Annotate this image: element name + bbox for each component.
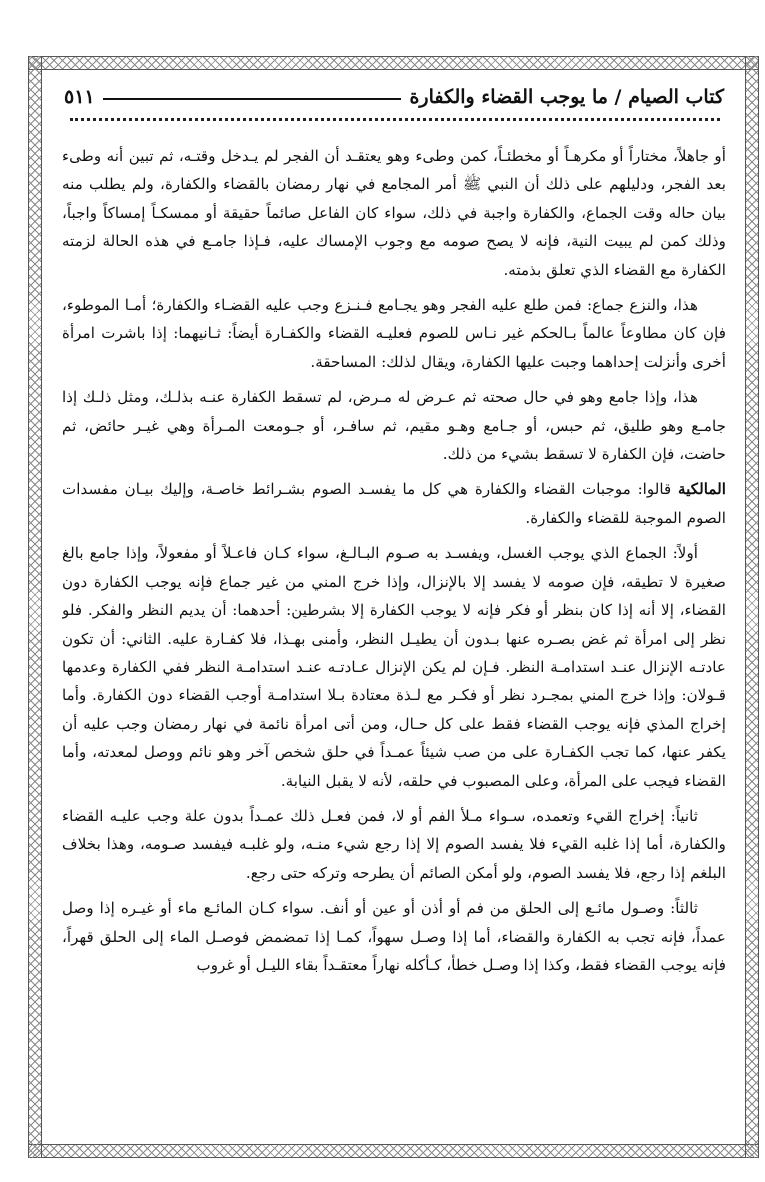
dotted-separator xyxy=(70,118,720,121)
paragraph-maliki xyxy=(62,475,726,532)
paragraph-first xyxy=(62,539,726,795)
paragraph-text: ثانياً: إخراج القيء وتعمده، سـواء مـلأ الفم أو لا، فمن فعـل ذلك عمـداً بدون علة وجب عليـه القضاء والكفارة، أما إذا غلبه القيء فلا يفسد الصوم إلا إذا رجع شيء منـه، ولو غلبـه فيفسد صـومه، وهذا بخلاف البلغم إذا رجع، فلا يفسد الصوم، ولو أمكن الصائم أن يطرحه وتركه حتى رجع. xyxy=(62,806,726,882)
header-rule xyxy=(103,98,402,100)
page-body xyxy=(62,142,726,1132)
paragraph-text: ثالثاً: وصـول مائـع إلى الحلق من فم أو أذن أو عين أو أنف. سواء كـان المائـع ماء أو غيـره إذا وصل عمداً، فإنه تجب به الكفارة والقضاء، أما إذا وصـل سهواً، كمـا إذا تمضمض فوصـل الماء إلى الحلق قهراً، فإنه يوجب القضاء فقط، وكذا إذا وصـل خطأ، كـأكله نهاراً معتقـداً بقاء الليـل أو غروب xyxy=(62,899,726,974)
running-title: كتاب الصيام / ما يوجب القضاء والكفارة xyxy=(409,86,724,108)
page-header xyxy=(64,82,724,112)
ornamental-border-right xyxy=(745,56,759,1158)
paragraph-lead: المالكية xyxy=(678,480,726,499)
page-number: ٥١١ xyxy=(64,86,95,108)
paragraph xyxy=(62,383,726,468)
paragraph-text: قالوا: موجبات القضاء والكفارة هي كل ما يفسـد الصوم بشـرائط خاصـة، وإليك بيـان مفسدات الصوم الموجبة للقضاء والكفارة. xyxy=(62,480,726,527)
paragraph xyxy=(62,291,726,376)
paragraph xyxy=(62,142,726,284)
paragraph-second xyxy=(62,802,726,887)
paragraph-text: هذا، وإذا جامع وهو في حال صحته ثم عـرض له مـرض، لم تسقط الكفارة عنـه بذلـك، ومثل ذلـك إذا جامـع وهو طليق، ثم حبس، أو جـامع وهـو مقيم، ثم سافـر، أو جـومعت المـرأة وهي غيـر حائض، ثم حاضت، فإن الكفارة لا تسقط بشيء من ذلك. xyxy=(62,388,726,464)
paragraph-text: أو جاهلاً، مختاراً أو مكرهـاً أو مخطئـاً، كمن وطىء وهو يعتقـد أن الفجر لم يـدخل وقتـه، ثم تبين أنه وطىء بعد الفجر، ودليلهم على ذلك أن النبي ﷺ أمر المجامع في نهار رمضان بالقضاء والكفارة، ولم يطلب منه بيان حاله وقت الجماع، والكفارة واجبة في ذلك، سواء كان الفاعل صائماً حقيقة أو ممسكـاً إمساكاً واجباً، وذلك كمن لم يبيت النية، فإنه لا يصح صومه مع وجوب الإمساك عليه، فـإذا جامـع في هذه الحالة لزمته الكفارة مع القضاء الذي تعلق بذمته. xyxy=(62,147,726,279)
paragraph-third xyxy=(62,894,726,979)
paragraph-text: أولاً: الجماع الذي يوجب الغسل، ويفسـد به صـوم البـالـغ، سواء كـان فاعـلاً أو مفعولاً، وإذا جامع بالغ صغيرة لا تطيقه، فإن صومه لا يفسد إلا بالإنزال، وإذا خرج المني من غير جماع فإنه يوجب الكفارة دون القضاء، إلا أنه إذا كان بنظر أو فكر فإنه لا يوجب الكفارة إلا بشرطين: أحدهما: أن يديم النظر والفكر. فلو نظر إلى امرأة ثم غض بصـره عنها بـدون أن يطيـل النظر، وأمنى بهـذا، فلا كفـارة عليه. الثاني: أن تكون عادتـه الإنزال عنـد استدامـة النظر. فـإن لم يكن الإنزال عـادتـه عنـد استدامـة النظر ففي الكفارة وعدمها قـولان: وإذا خرج المني بمجـرد نظر أو فكـر مع لـذة معتادة بـلا استدامـة أوجب القضاء دون الكفارة. وأما إخراج المذي فإنه يوجب القضاء فقط على كل حـال، ومن أتى امرأة نائمة في نهار رمضان وجب عليه أن يكفر عنها، كما تجب الكفـارة على من صب شيئاً عمـداً في حلق شخص آخر وهو نائم ووصل لمعدته، وأما القضاء فيجب على المرأة، وعلى المصبوب في حلقه، لأنه لا يقبل النيابة. xyxy=(62,544,726,790)
ornamental-border-top xyxy=(28,56,759,70)
ornamental-border-left xyxy=(28,56,42,1158)
ornamental-border-bottom xyxy=(28,1144,759,1158)
paragraph-text: هذا، والنزع جماع: فمن طلع عليه الفجر وهو يجـامع فـنـزع وجب عليه القضـاء والكفارة؛ أمـا الموطوء، فإن كان مطاوعاً عالماً بـالحكم غير نـاس للصوم فعليـه القضاء والكفـارة أيضاً: ثـانيهما: إذا باشرت امرأة أخرى وأنزلت إحداهما وجبت عليها الكفارة، ويقال لذلك: المساحقة. xyxy=(62,296,726,371)
